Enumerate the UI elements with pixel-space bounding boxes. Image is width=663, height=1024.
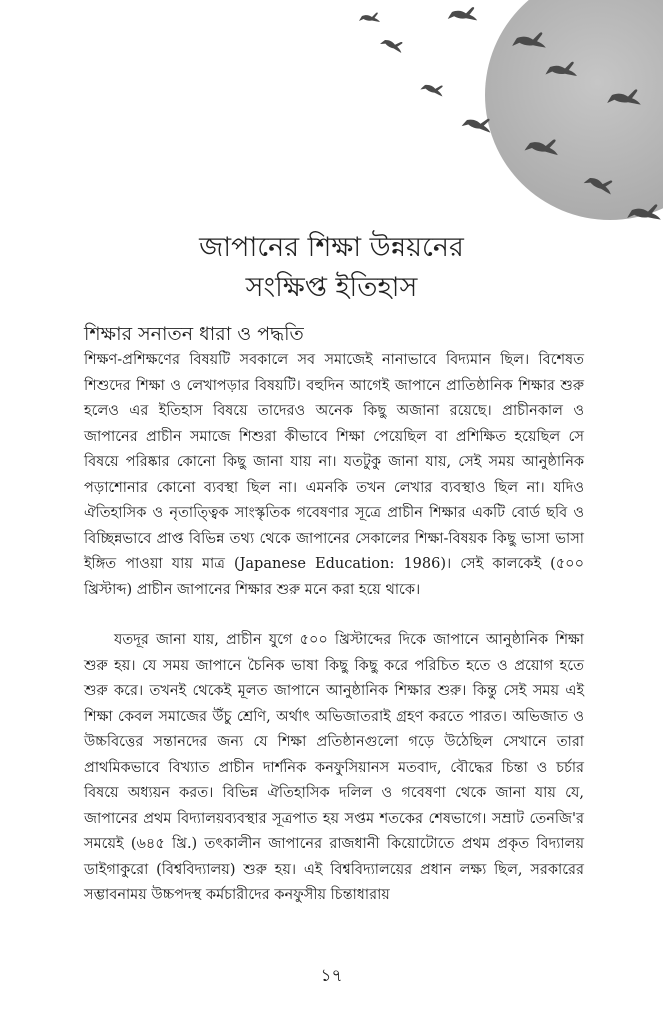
chapter-title-line1: জাপানের শিক্ষা উন্নয়নের <box>199 232 464 263</box>
section-heading: শিক্ষার সনাতন ধারা ও পদ্ধতি <box>84 323 304 345</box>
moon-birds-icon <box>0 0 663 240</box>
page-number: ১৭ <box>320 966 343 986</box>
chapter-title-line2: সংক্ষিপ্ত ইতিহাস <box>245 272 418 303</box>
body-paragraph-2: যতদূর জানা যায়, প্রাচীন যুগে ৫০০ খ্রিস্টাব্দের দিকে জাপানে আনুষ্ঠানিক শিক্ষা শুরু হয়। যে সময় জাপানে চৈনিক ভাষা কিছু কিছু করে পরিচিত হতে ও প্রয়োগ হতে শুরু করে। তখনই থেকেই মূলত জাপানে আনুষ্ঠানিক শিক্ষার শুরু। কিন্তু সেই সময় এই শিক্ষা কেবল সমাজের উঁচু শ্রেণি, অর্থাৎ অভিজাতরাই গ্রহণ করতে পারত। অভিজাত ও উচ্চবিত্তের সন্তানদের জন্য যে শিক্ষা প্রতিষ্ঠানগুলো গড়ে উঠেছিল সেখানে তারা প্রাথমিকভাবে বিখ্যাত প্রাচীন দার্শনিক কনফুসিয়ানস মতবাদ, বৌদ্ধের চিন্তা ও চর্চার বিষয়ে অধ্যয়ন করত। বিভিন্ন ঐতিহাসিক দলিল ও গবেষণা থেকে জানা যায় যে, জাপানের প্রথম বিদ্যালয়ব্যবস্থার সূত্রপাত হয় সপ্তম শতকের শেষভাগে। সম্রাট তেনজি'র সময়েই (৬৪৫ খ্রি.) তৎকালীন জাপানের রাজধানী কিয়োটোতে প্রথম প্রকৃত বিদ্যালয় ডাইগাকুরো (বিশ্ববিদ্যালয়) শুরু হয়। এই বিশ্ববিদ্যালয়ের প্রধান লক্ষ্য ছিল, সরকারের সম্ভাবনাময় উচ্চপদস্থ কর্মচারীদের কনফুসীয় চিন্তাধারায় <box>84 632 584 903</box>
body-paragraph-1: শিক্ষণ-প্রশিক্ষণের বিষয়টি সবকালে সব সমাজেই নানাভাবে বিদ্যমান ছিল। বিশেষত শিশুদের শিক্ষা ও লেখাপড়ার বিষয়টি। বহুদিন আগেই জাপানে প্রাতিষ্ঠানিক শিক্ষার শুরু হলেও এর ইতিহাস বিষয়ে তাদেরও অনেক কিছু অজানা রয়েছে। প্রাচীনকাল ও জাপানের প্রাচীন সমাজে শিশুরা কীভাবে শিক্ষা পেয়েছিল বা প্রশিক্ষিত হয়েছিল সে বিষয়ে পরিষ্কার কোনো কিছু জানা যায় না। যতটুকু জানা যায়, সেই সময় আনুষ্ঠানিক পড়াশোনার কোনো ব্যবস্থা ছিল না। এমনকি তখন লেখার ব্যবস্থাও ছিল না। যদিও ঐতিহাসিক ও নৃতাত্ত্বিক সাংস্কৃতিক গবেষণার সূত্রে প্রাচীন শিক্ষার একটি বোর্ড ছবি ও বিচ্ছিন্নভাবে প্রাপ্ত বিভিন্ন তথ্য থেকে জাপানের সেকালের শিক্ষা-বিষয়ক কিছু ভাসা ভাসা ইঙ্গিত পাওয়া যায় মাত্র (Japanese Education: 1986)। সেই কালকেই (৫০০ খ্রিস্টাব্দ) প্রাচীন জাপানের শিক্ষার শুরু মনে করা হয়ে থাকে। <box>84 352 584 598</box>
